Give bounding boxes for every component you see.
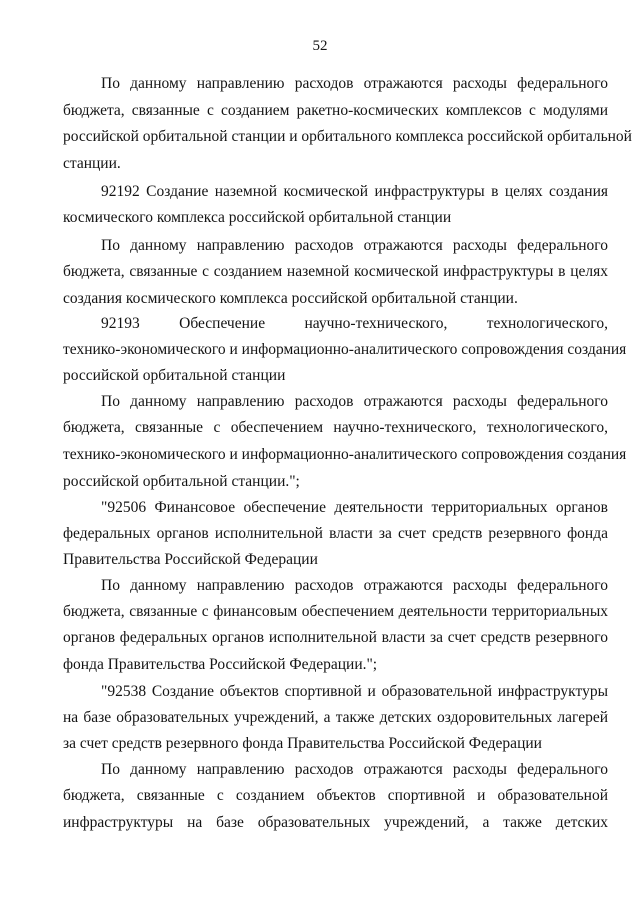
text-line: "92538 Создание объектов спортивной и образовательной инфраструктуры — [101, 683, 608, 700]
text-line: технико-экономического и информационно-аналитического сопровождения создания — [63, 341, 627, 358]
text-line: По данному направлению расходов отражаются расходы федерального — [101, 393, 608, 410]
text-line: технико-экономического и информационно-аналитического сопровождения создания — [63, 446, 627, 463]
text-line: 92193 Обеспечение научно-технического, технологического, — [101, 315, 608, 332]
text-line: бюджета, связанные с созданием объектов спортивной и образовательной — [63, 787, 608, 804]
text-line: создания космического комплекса российской орбитальной станции. — [63, 290, 518, 307]
text-line: станции. — [63, 155, 121, 172]
text-line: космического комплекса российской орбитальной станции — [63, 209, 452, 226]
text-line: федеральных органов исполнительной власти за счет средств резервного фонда — [63, 525, 608, 542]
page-number: 52 — [312, 38, 328, 54]
text-line: По данному направлению расходов отражаются расходы федерального — [101, 761, 608, 778]
text-line: По данному направлению расходов отражаются расходы федерального — [101, 237, 608, 254]
text-line: По данному направлению расходов отражаются расходы федерального — [101, 577, 608, 594]
text-line: бюджета, связанные с созданием ракетно-космических комплексов с модулями — [63, 102, 608, 119]
text-line: бюджета, связанные с обеспечением научно-технического, технологического, — [63, 419, 608, 436]
text-line: на базе образовательных учреждений, а также детских оздоровительных лагерей — [63, 709, 608, 726]
text-line: Правительства Российской Федерации — [63, 551, 318, 568]
text-line: органов федеральных органов исполнительной власти за счет средств резервного — [63, 629, 608, 646]
text-line: российской орбитальной станции и орбитального комплекса российской орбитальной — [63, 128, 632, 145]
text-line: По данному направлению расходов отражаются расходы федерального — [101, 75, 608, 92]
text-line: российской орбитальной станции — [63, 367, 286, 384]
text-line: бюджета, связанные с созданием наземной космической инфраструктуры в целях — [63, 263, 608, 280]
text-line: за счет средств резервного фонда Правительства Российской Федерации — [63, 735, 542, 752]
text-line: 92192 Создание наземной космической инфраструктуры в целях создания — [101, 183, 608, 200]
text-line: "92506 Финансовое обеспечение деятельности территориальных органов — [101, 499, 608, 516]
text-line: инфраструктуры на базе образовательных учреждений, а также детских — [63, 814, 608, 831]
text-line: фонда Правительства Российской Федерации."; — [63, 656, 378, 673]
text-line: бюджета, связанные с финансовым обеспечением деятельности территориальных — [63, 603, 608, 620]
text-line: российской орбитальной станции."; — [63, 473, 300, 490]
